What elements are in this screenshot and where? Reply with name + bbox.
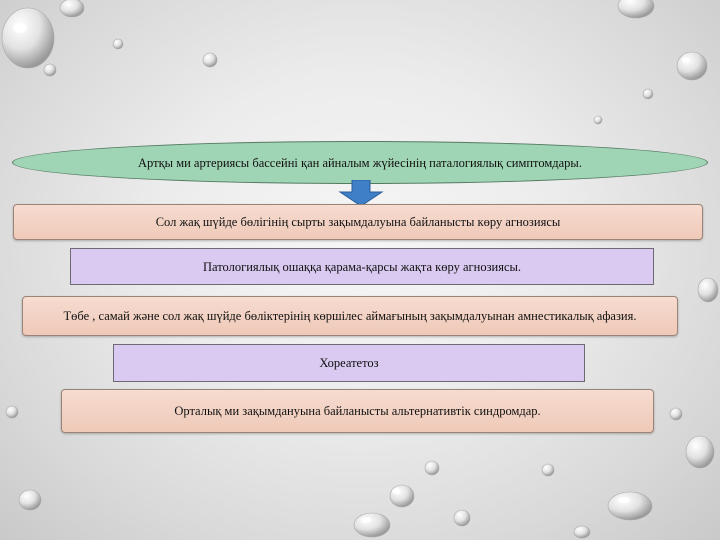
symptom-box-4 [113,344,585,382]
symptom-box-2 [70,248,654,285]
title-text: Артқы ми артериясы бассейні қан айналым жүйесінің паталогиялық симптомдары. [138,155,582,170]
symptom-text-4: Хореатетоз [319,356,379,370]
down-arrow-icon [338,180,384,206]
symptom-text-1: Сол жақ шүйде бөлігінің сырты зақымдалуына байланысты көру агнозиясы [155,215,561,229]
symptom-text-5: Орталық ми зақымдануына байланысты альтернативтік синдромдар. [174,404,541,418]
symptom-box-5 [61,389,654,433]
title-ellipse [12,141,708,184]
symptom-text-3: Төбе , самай және сол жақ шүйде бөліктерінің көршілес аймағының зақымдалуынан амнестикалық афазия. [63,309,637,323]
symptom-box-3 [22,296,678,336]
symptom-box-1 [13,204,703,240]
symptom-text-2: Патологиялық ошаққа қарама-қарсы жақта көру агнозиясы. [202,259,522,274]
